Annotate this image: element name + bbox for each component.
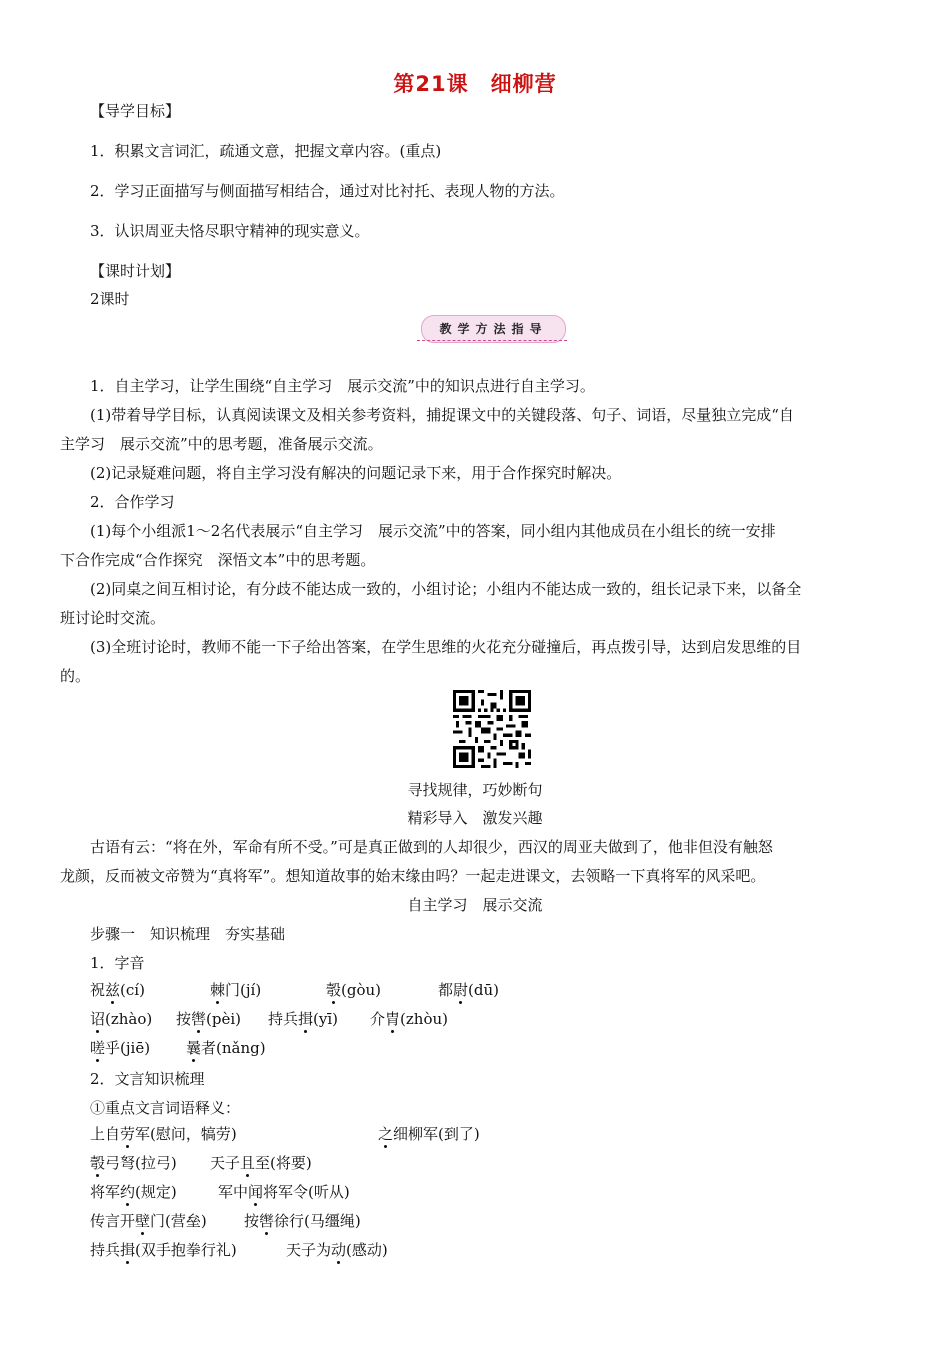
- intro-line: 龙颜，反而被文帝赞为“真将军”。想知道故事的始末缘由吗？一起走进课文，去领略一下真将军的风采吧。: [60, 867, 766, 885]
- pron-item: 祝兹(cí): [90, 981, 145, 999]
- vocab-item: 按辔徐行(马缰绳): [244, 1212, 361, 1230]
- page-title: 第21课 细柳营: [393, 72, 557, 96]
- method-line: (3)全班讨论时，教师不能一下子给出答案，在学生思维的火花充分碰撞后，再点拨引导，达到启发思维的目: [90, 638, 802, 656]
- goals-heading: 【导学目标】: [90, 102, 181, 120]
- vocab-item: 天子为动(感动): [286, 1241, 388, 1259]
- pron-item: 按辔(pèi): [176, 1010, 242, 1028]
- vocab-item: 传言开壁门(营垒): [90, 1212, 207, 1230]
- step-heading: 步骤一 知识梳理 夯实基础: [90, 925, 286, 943]
- plan-heading: 【课时计划】: [90, 262, 181, 280]
- vocab-subheading: ①重点文言词语释义：: [90, 1099, 241, 1117]
- vocab-item: 持兵揖(双手抱拳行礼): [90, 1241, 237, 1259]
- pron-item: 曩者(nǎng): [186, 1039, 266, 1057]
- pron-item: 棘门(jí): [210, 981, 262, 999]
- vocab-item: 之细柳军(到了): [378, 1125, 480, 1143]
- plan-value: 2课时: [90, 290, 130, 308]
- wenyan-heading: 2．文言知识梳理: [90, 1070, 205, 1088]
- method-line: (1)带着导学目标，认真阅读课文及相关参考资料，捕捉课文中的关键段落、句子、词语，尽量独立完成“自: [90, 406, 794, 424]
- method-line: 的。: [60, 667, 91, 685]
- pron-item: 嗟乎(jiē): [90, 1039, 151, 1057]
- pronunciation-heading: 1．字音: [90, 954, 145, 972]
- vocab-item: 上自劳军(慰问，犒劳): [90, 1125, 237, 1143]
- pron-item: 诏(zhào): [90, 1010, 153, 1028]
- vocab-item: 军中闻将军令(听从): [218, 1183, 350, 1201]
- method-line: 班讨论时交流。: [60, 609, 166, 627]
- vocab-item: 将军约(规定): [90, 1183, 177, 1201]
- method-line: 主学习 展示交流”中的思考题，准备展示交流。: [60, 435, 383, 453]
- method-line: 1．自主学习，让学生围绕“自主学习 展示交流”中的知识点进行自主学习。: [90, 377, 595, 395]
- goal-item: 3．认识周亚夫恪尽职守精神的现实意义。: [90, 222, 370, 240]
- vocab-item: 天子且至(将要): [210, 1154, 312, 1172]
- goal-item: 1．积累文言词汇，疏通文意，把握文章内容。(重点): [90, 142, 442, 160]
- self-study-heading: 自主学习 展示交流: [407, 896, 543, 914]
- pron-item: 彀(gòu): [326, 981, 382, 999]
- method-line: (1)每个小组派1～2名代表展示“自主学习 展示交流”中的答案，同小组内其他成员在小组长的统一安排: [90, 522, 776, 540]
- banner-divider: [417, 340, 567, 341]
- pron-item: 持兵揖(yī): [268, 1010, 339, 1028]
- intro-line: 古语有云：“将在外，军命有所不受。”可是真正做到的人却很少，西汉的周亚夫做到了，他非但没有触怒: [90, 838, 773, 856]
- pron-item: 都尉(dū): [438, 981, 499, 999]
- intro-heading: 精彩导入 激发兴趣: [407, 809, 543, 827]
- goal-item: 2．学习正面描写与侧面描写相结合，通过对比衬托、表现人物的方法。: [90, 182, 565, 200]
- method-line: (2)记录疑难问题，将自主学习没有解决的问题记录下来，用于合作探究时解决。: [90, 464, 622, 482]
- method-line: 2．合作学习: [90, 493, 175, 511]
- qr-code-icon[interactable]: [453, 690, 531, 768]
- pron-item: 介胄(zhòu): [370, 1010, 448, 1028]
- qr-caption: 寻找规律，巧妙断句: [407, 781, 543, 799]
- vocab-item: 彀弓弩(拉弓): [90, 1154, 177, 1172]
- method-banner: 教学方法指导: [421, 315, 566, 343]
- method-line: (2)同桌之间互相讨论，有分歧不能达成一致的，小组讨论；小组内不能达成一致的，组长记录下来，以备全: [90, 580, 802, 598]
- method-line: 下合作完成“合作探究 深悟文本”中的思考题。: [60, 551, 376, 569]
